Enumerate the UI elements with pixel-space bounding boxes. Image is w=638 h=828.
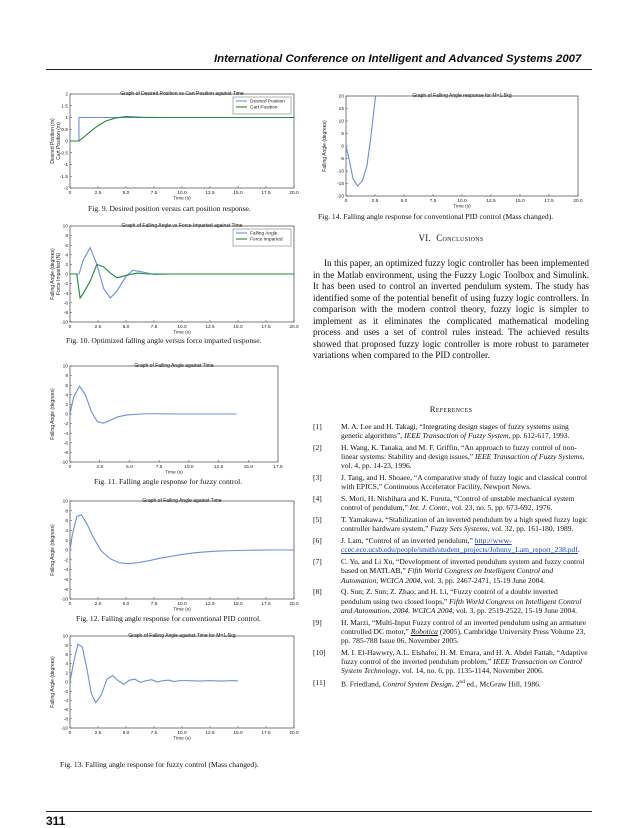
y-axis-label: Desired Position (m) bbox=[50, 118, 56, 164]
reference-title: Fifth World Congress on Intelligent Control and Automation, 2004. WCICA 2004 bbox=[341, 596, 582, 615]
x-tick-label: 0 bbox=[344, 199, 348, 204]
reference-fragment: H. Marzi, “Multi-Input Fuzzy control of an inverted pendulum using an armature controlled DC motor,” bbox=[341, 617, 586, 636]
reference-item bbox=[313, 557, 589, 585]
y-tick-label: 2 bbox=[65, 263, 68, 268]
reference-fragment: , vol. 3, pp. 2519-2522, 15-19 June 2004. bbox=[452, 605, 577, 615]
x-tick-label: 10.0 bbox=[457, 199, 467, 204]
y-tick-label: 8 bbox=[65, 643, 68, 649]
y-tick-label: -15 bbox=[337, 182, 344, 188]
y-tick-label: 4 bbox=[65, 529, 68, 534]
legend-label: Desired Position bbox=[250, 99, 285, 105]
reference-title: IEEE Transaction of Fuzzy System bbox=[404, 431, 509, 441]
reference-item bbox=[313, 587, 589, 615]
x-tick-label: 17.5 bbox=[261, 731, 271, 736]
y-tick-label: 0.5 bbox=[61, 127, 68, 133]
y-tick-label: -1.5 bbox=[59, 174, 68, 180]
x-tick-label: 17.5 bbox=[261, 602, 271, 607]
figure-14 bbox=[320, 92, 588, 210]
chart-title: Graph of Falling Angle vs Force Imparted against Time bbox=[121, 223, 243, 229]
reference-fragment: ed., McGraw Hill, 1986. bbox=[464, 679, 541, 689]
reference-title: IEEE Transaction of Fuzzy Systems bbox=[474, 452, 583, 462]
figure-12-chart bbox=[48, 497, 302, 613]
x-tick-label: 2.5 bbox=[94, 731, 102, 736]
reference-fragment: J. Tang, and H. Shoaee, “A comparative study of fuzzy logic and classical control with EPICS,” Continuous Accelerator Facility, Newport News. bbox=[341, 473, 587, 492]
reference-text bbox=[341, 515, 589, 533]
figure-12 bbox=[48, 497, 302, 613]
y-tick-label: -6 bbox=[63, 301, 68, 307]
y-tick-label: -20 bbox=[337, 194, 344, 200]
y-tick-label: 10 bbox=[338, 119, 344, 125]
x-tick-label: 15.0 bbox=[515, 199, 525, 204]
reference-title: Robotica bbox=[410, 626, 438, 636]
x-tick-label: 12.5 bbox=[205, 191, 215, 196]
reference-fragment: M. A. Lee and H. Takagi, “Integrating design stages of fuzzy systems using genetic algorithms”, bbox=[341, 422, 569, 441]
x-axis-label: Time (s) bbox=[173, 196, 191, 202]
running-header: International Conference on Intelligent and Advanced Systems 2007 bbox=[214, 53, 582, 65]
x-tick-label: 7.5 bbox=[150, 325, 158, 330]
y-tick-label: 10 bbox=[62, 364, 68, 370]
x-tick-label: 0 bbox=[68, 191, 72, 196]
figure-11-chart bbox=[48, 362, 302, 474]
reference-title: IEEE Transaction on Control System Technology bbox=[341, 657, 582, 676]
x-tick-label: 17.5 bbox=[261, 325, 271, 330]
x-tick-label: 20.0 bbox=[289, 731, 299, 736]
y-tick-label: -10 bbox=[337, 169, 344, 175]
reference-number: [2] bbox=[313, 443, 322, 452]
references-list bbox=[313, 422, 589, 691]
reference-fragment: , 2 bbox=[451, 679, 460, 689]
reference-title: Int. J. Contr. bbox=[409, 503, 448, 513]
y-tick-label: -8 bbox=[63, 587, 68, 593]
section-heading bbox=[313, 233, 589, 243]
y-axis-label: Falling Angle (degrees) bbox=[50, 524, 56, 576]
reference-fragment: (2005), Cambridge University Press Volume 23, pp. 785-788 Issue 06, November 2005. bbox=[341, 626, 586, 646]
y-tick-label: 8 bbox=[65, 234, 68, 240]
chart-title: Graph of Falling Angle against Time bbox=[134, 363, 214, 369]
reference-fragment: S. Mori, H. Nishihara and K. Furuta, “Control of unstable mechanical system control of pendulum,” bbox=[341, 494, 575, 513]
y-tick-label: -4 bbox=[63, 431, 68, 437]
chart-title: Graph of Falling Angle response for M=1.5kg bbox=[412, 93, 512, 99]
reference-fragment: , vol. 4, pp. 14-23, 1996. bbox=[341, 452, 585, 471]
y-tick-label: -10 bbox=[61, 726, 68, 732]
footer-rule bbox=[46, 811, 592, 812]
y-tick-label: 10 bbox=[62, 634, 68, 640]
y-tick-label: 6 bbox=[65, 519, 68, 525]
chart-title: Graph of Desired Position vs Cart Position against Time bbox=[120, 91, 244, 97]
y-tick-label: 8 bbox=[65, 374, 68, 380]
y-tick-label: -5 bbox=[339, 157, 344, 163]
y-tick-label: -6 bbox=[63, 578, 68, 583]
x-axis-label: Time (s) bbox=[173, 736, 191, 742]
reference-text bbox=[341, 587, 589, 615]
plot-area bbox=[70, 636, 294, 728]
figure-13-chart bbox=[48, 632, 302, 744]
reference-item bbox=[313, 648, 589, 676]
reference-fragment: , vol. 3, pp. 2467-2471, 15-19 June 2004. bbox=[420, 575, 546, 585]
y-tick-label: -1 bbox=[63, 163, 68, 169]
section-title: Conclusions bbox=[436, 233, 484, 243]
figure-9-chart bbox=[48, 90, 302, 202]
reference-text bbox=[341, 536, 589, 554]
y-tick-label: -0.5 bbox=[59, 151, 68, 157]
reference-item bbox=[313, 618, 589, 646]
y-tick-label: -2 bbox=[63, 186, 68, 192]
reference-fragment: C. Yu, and Li Xu, “Development of inverted pendulum system and fuzzy control based on MATLAB,” bbox=[341, 557, 585, 576]
x-tick-label: 5.0 bbox=[126, 465, 133, 470]
chart-title: Graph of Falling Angle against Time bbox=[142, 498, 222, 504]
y-axis-label: Falling Angle (degrees) bbox=[50, 248, 56, 300]
x-tick-label: 0 bbox=[68, 602, 72, 607]
x-tick-label: 10.0 bbox=[177, 325, 187, 330]
y-tick-label: 5 bbox=[341, 132, 344, 138]
x-tick-label: 20.0 bbox=[289, 191, 299, 196]
x-tick-label: 5.0 bbox=[122, 731, 130, 736]
y-tick-label: 1.5 bbox=[61, 104, 68, 110]
reference-number: [6] bbox=[313, 536, 322, 546]
header-rule bbox=[46, 69, 592, 70]
chart-title: Graph of Falling Angle against Time for M=1.5kg bbox=[128, 633, 236, 639]
figure-14-chart bbox=[320, 92, 588, 210]
figure-10-chart bbox=[48, 222, 302, 334]
x-tick-label: 20.0 bbox=[573, 199, 583, 204]
figure-10 bbox=[48, 222, 302, 334]
y-tick-label: 0 bbox=[65, 680, 68, 686]
y-tick-label: -10 bbox=[61, 460, 68, 466]
reference-item bbox=[313, 494, 589, 512]
x-tick-label: 2.5 bbox=[371, 199, 379, 204]
y-tick-label: 2 bbox=[65, 92, 68, 98]
reference-number: [10] bbox=[313, 647, 326, 657]
y-tick-label: -8 bbox=[63, 311, 68, 316]
x-tick-label: 2.5 bbox=[96, 465, 104, 470]
section-number: VI. bbox=[418, 233, 432, 243]
y-tick-label: 20 bbox=[338, 94, 344, 100]
x-tick-label: 10.0 bbox=[177, 191, 187, 196]
x-tick-label: 10.0 bbox=[177, 602, 187, 607]
x-tick-label: 7.5 bbox=[155, 465, 163, 470]
legend-label: Falling Angle bbox=[250, 231, 278, 237]
y-tick-label: -6 bbox=[63, 708, 68, 714]
reference-text bbox=[341, 557, 589, 585]
figure-10-caption: Fig. 10. Optimized falling angle versus force imparted response. bbox=[66, 336, 262, 345]
x-tick-label: 12.5 bbox=[486, 199, 496, 204]
y-tick-label: -2 bbox=[63, 422, 68, 428]
y-tick-label: 0 bbox=[65, 272, 68, 278]
x-axis-label: Time (s) bbox=[173, 607, 191, 613]
x-tick-label: 0 bbox=[68, 731, 72, 736]
x-tick-label: 7.5 bbox=[429, 199, 437, 204]
y-tick-label: 0 bbox=[65, 548, 68, 554]
x-tick-label: 2.5 bbox=[94, 602, 102, 607]
y-axis-label: Falling Angle (degrees) bbox=[322, 120, 328, 172]
y-tick-label: 0 bbox=[341, 144, 344, 150]
reference-text bbox=[341, 648, 589, 676]
x-tick-label: 15.0 bbox=[233, 731, 243, 736]
reference-number: [3] bbox=[313, 473, 322, 483]
y-tick-label: 10 bbox=[62, 224, 68, 230]
y-tick-label: 10 bbox=[62, 499, 68, 505]
y-tick-label: -4 bbox=[63, 568, 68, 574]
x-axis-label: Time (s) bbox=[173, 330, 191, 336]
y-tick-label: -4 bbox=[63, 291, 68, 297]
reference-fragment: , vol. 23, no. 5, pp. 673-692, 1976. bbox=[447, 503, 553, 513]
y-tick-label: -2 bbox=[63, 282, 68, 288]
reference-fragment: , vol. 32, pp. 161-180, 1989. bbox=[487, 524, 574, 534]
reference-fragment: J. Lam, “Control of an inverted pendulum,” bbox=[341, 536, 475, 546]
figure-13-caption: Fig. 13. Falling angle response for fuzzy control (Mass changed). bbox=[60, 760, 259, 769]
reference-text bbox=[341, 473, 589, 491]
reference-number: [7] bbox=[313, 557, 322, 567]
reference-fragment: Q. Sun; Z. Sun; Z. Zhao, and H. Li, “Fuzzy control of a double inverted pendulum using two closed loops,” bbox=[341, 587, 558, 606]
reference-item bbox=[313, 443, 589, 471]
x-tick-label: 20.0 bbox=[289, 325, 299, 330]
x-tick-label: 17.5 bbox=[261, 191, 271, 196]
y-tick-label: 2 bbox=[65, 671, 68, 677]
x-tick-label: 5.0 bbox=[122, 191, 130, 196]
y-tick-label: 4 bbox=[65, 393, 68, 399]
y-tick-label: 0 bbox=[65, 412, 68, 418]
reference-title: Fifth World Congress on Intelligent Control and Automation, WCICA 2004 bbox=[341, 566, 554, 585]
reference-number: [4] bbox=[313, 494, 322, 504]
reference-title: Fuzzy Sets Systems bbox=[430, 524, 488, 534]
superscript: nd bbox=[459, 679, 465, 686]
x-tick-label: 0 bbox=[68, 465, 72, 470]
reference-number: [1] bbox=[313, 422, 322, 431]
reference-text bbox=[341, 443, 589, 471]
x-tick-label: 7.5 bbox=[150, 602, 158, 607]
y-tick-label: 6 bbox=[65, 383, 68, 389]
y-tick-label: -2 bbox=[63, 558, 68, 564]
x-axis-label: Time (s) bbox=[453, 204, 471, 210]
x-tick-label: 5.0 bbox=[400, 199, 408, 204]
x-tick-label: 7.5 bbox=[150, 731, 158, 736]
x-tick-label: 12.5 bbox=[205, 325, 215, 330]
x-tick-label: 10.0 bbox=[184, 465, 194, 470]
x-tick-label: 5.0 bbox=[122, 325, 130, 330]
y-tick-label: -4 bbox=[63, 699, 68, 704]
x-tick-label: 2.5 bbox=[94, 191, 102, 196]
y-tick-label: 4 bbox=[65, 662, 68, 668]
y-tick-label: 6 bbox=[65, 243, 68, 249]
y-axis-label: Cart Position (m) bbox=[56, 122, 62, 160]
reference-fragment: , pp. 612-617, 1993. bbox=[508, 431, 570, 441]
x-tick-label: 5.0 bbox=[122, 602, 130, 607]
x-tick-label: 20.0 bbox=[289, 602, 299, 607]
reference-fragment: T. Yamakawa, “Stabilization of an inverted pendulum by a high speed fuzzy logic controller hardware system,” bbox=[341, 515, 588, 534]
figure-13 bbox=[48, 632, 302, 744]
reference-title: Control System Design bbox=[382, 679, 452, 689]
y-tick-label: -2 bbox=[63, 689, 68, 695]
x-tick-label: 2.5 bbox=[94, 325, 102, 330]
reference-fragment: , vol. 14, no. 6, pp. 1135-1144, November 2006. bbox=[398, 666, 544, 676]
x-tick-label: 12.5 bbox=[205, 731, 215, 736]
figure-12-caption: Fig. 12. Falling angle response for conventional PID control. bbox=[76, 614, 261, 623]
reference-link[interactable]: http://www-ccec.ece.ucsb.edu/people/smith/student_projects/Johnny_Lam_report_238.pdf bbox=[341, 536, 578, 555]
x-tick-label: 7.5 bbox=[150, 191, 158, 196]
y-tick-label: 2 bbox=[65, 403, 68, 408]
y-tick-label: 4 bbox=[65, 253, 68, 259]
x-tick-label: 17.5 bbox=[273, 465, 283, 470]
x-tick-label: 15.0 bbox=[233, 602, 243, 607]
y-tick-label: 1 bbox=[65, 116, 68, 122]
reference-item bbox=[313, 515, 589, 533]
reference-text bbox=[341, 678, 589, 689]
reference-item bbox=[313, 536, 589, 554]
y-axis-label: Falling Angle (degrees) bbox=[50, 656, 56, 708]
conclusion-paragraph: In this paper, an optimized fuzzy logic controller has been implemented in the Matlab environment, using the Fuzzy Logic Toolbox and Simulink. It has been used to control an inverted pendulum system. The study has identified some of the potential benefit of using fuzzy logic controllers. In comparison with the modern control theory, fuzzy logic is simpler to implement as it eliminates the complicated mathematical modeling process and uses a set of control rules instead. The achieved results showed that proposed fuzzy logic controller is more robust to parameter variations when compared to the PID controller. bbox=[313, 258, 589, 361]
figure-9-caption: Fig. 9. Desired position versus cart position response. bbox=[88, 204, 251, 213]
x-tick-label: 12.5 bbox=[213, 465, 224, 470]
y-tick-label: -10 bbox=[61, 320, 68, 326]
y-axis-label: Falling Angle (degrees) bbox=[50, 388, 56, 440]
x-axis-label: Time (s) bbox=[165, 470, 183, 476]
y-tick-label: -10 bbox=[61, 597, 68, 603]
reference-number: [5] bbox=[313, 515, 322, 525]
y-tick-label: 8 bbox=[65, 509, 68, 515]
reference-text bbox=[341, 618, 589, 646]
reference-number: [9] bbox=[313, 617, 322, 627]
y-tick-label: -6 bbox=[63, 441, 68, 447]
legend-label: Force Imparted bbox=[250, 237, 283, 243]
y-tick-label: -8 bbox=[63, 717, 68, 723]
reference-item bbox=[313, 678, 589, 689]
reference-number: [11] bbox=[313, 678, 326, 688]
x-tick-label: 15.0 bbox=[233, 191, 243, 196]
reference-fragment: B. Friedland, bbox=[341, 679, 383, 689]
reference-text bbox=[341, 422, 589, 440]
reference-fragment: H. Wang, K. Tanaka, and M. F. Griffin, “An approach to fuzzy control of non-linear systems: Stability and design issues,” bbox=[341, 443, 577, 462]
y-tick-label: 15 bbox=[338, 107, 344, 113]
x-tick-label: 17.5 bbox=[544, 199, 554, 204]
reference-fragment: M. I. El-Hawwry, A.L. Elshafei, H. M. Emara, and H. A. Abdel Fattah, “Adaptive fuzzy control of the inverted pendulum problem,” bbox=[341, 647, 588, 667]
y-tick-label: 6 bbox=[65, 653, 68, 658]
y-tick-label: 0 bbox=[65, 139, 68, 145]
x-tick-label: 15.0 bbox=[243, 465, 253, 470]
plot-area bbox=[346, 96, 578, 196]
reference-number: [8] bbox=[313, 587, 322, 597]
page-number: 311 bbox=[46, 814, 66, 828]
reference-fragment: . bbox=[577, 545, 580, 555]
figure-11 bbox=[48, 362, 302, 474]
reference-text bbox=[341, 494, 589, 512]
figure-9 bbox=[48, 90, 302, 202]
y-axis-label: Force Imparted (N) bbox=[56, 252, 62, 296]
x-tick-label: 15.0 bbox=[233, 325, 243, 330]
legend-label: Cart Position bbox=[250, 105, 278, 111]
figure-14-caption: Fig. 14. Falling angle response for conventional PID control (Mass changed). bbox=[318, 212, 554, 221]
y-tick-label: 2 bbox=[65, 538, 68, 544]
x-tick-label: 12.5 bbox=[205, 602, 215, 607]
references-heading: References bbox=[429, 404, 473, 414]
reference-item bbox=[313, 422, 589, 440]
reference-item bbox=[313, 473, 589, 491]
figure-11-caption: Fig. 11. Falling angle response for fuzzy control. bbox=[94, 477, 243, 486]
y-tick-label: -8 bbox=[63, 451, 68, 456]
x-tick-label: 0 bbox=[68, 325, 72, 330]
x-tick-label: 10.0 bbox=[177, 731, 187, 736]
